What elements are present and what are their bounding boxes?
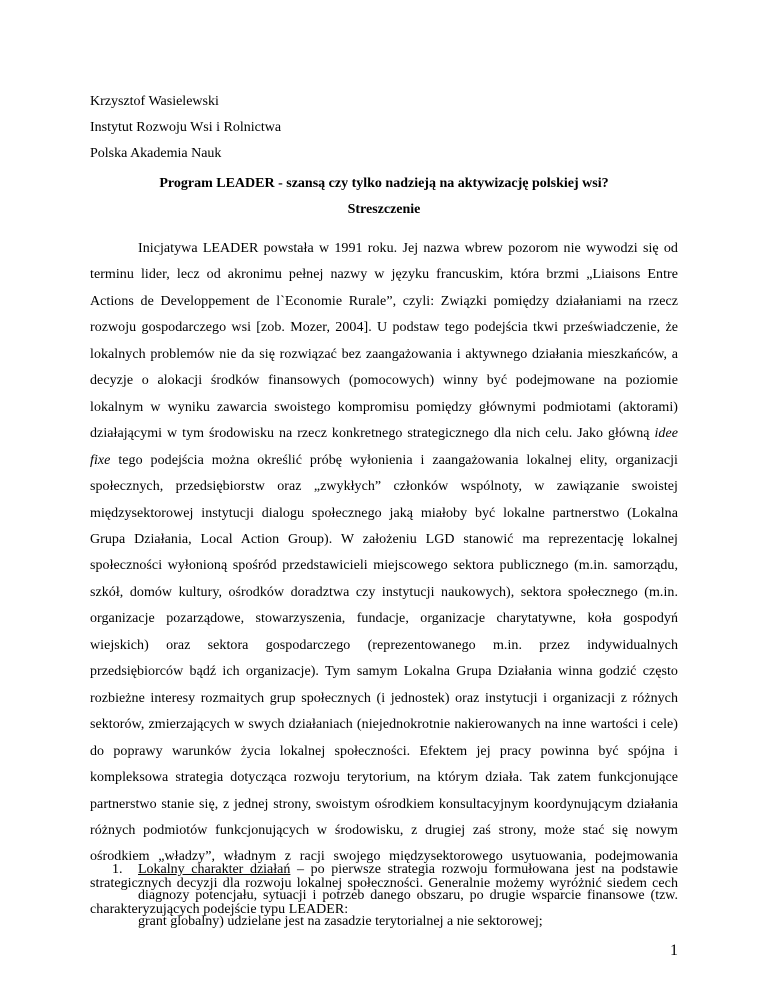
author-name: Krzysztof Wasielewski	[90, 94, 219, 109]
list-item	[90, 857, 678, 936]
paragraph-text-part-1: Inicjatywa LEADER powstała w 1991 roku. Jej nazwa wbrew pozorom nie wywodzi się od terminu lider, lecz od akronimu pełnej nazwy w języku francuskim, która brzmi „Liaisons Entre Actions de Developpement de l`Economie Rurale”, czyli: Związki pomiędzy działaniami na rzecz rozwoju gospodarczego wsi [zob. Mozer, 2004]. U podstaw tego podejścia tkwi przeświadczenie, że lokalnych problemów nie da się rozwiązać bez zaangażowania i aktywnego działania mieszkańców, a decyzje o alokacji środków finansowych (pomocowych) winny być podejmowane na poziomie lokalnym w wyniku zawarcia swoistego kompromisu pomiędzy głównymi podmiotami (aktorami) działającymi w tym środowisku na rzecz konkretnego strategicznego dla nich celu. Jako główną	[90, 241, 678, 442]
institute-name: Instytut Rozwoju Wsi i Rolnictwa	[90, 120, 282, 135]
title-block	[90, 171, 678, 223]
academy-name: Polska Akademia Nauk	[90, 146, 222, 161]
document-subtitle: Streszczenie	[347, 202, 421, 217]
author-block	[90, 89, 690, 167]
list-item-term: Lokalny charakter działań	[138, 862, 291, 877]
italic-phrase: idee fixe	[90, 426, 678, 468]
page-number: 1	[670, 942, 678, 959]
abstract-paragraph	[90, 236, 678, 924]
list-item-body	[138, 857, 678, 936]
list-item-number: 1.	[112, 862, 123, 877]
paragraph-text-part-2: tego podejścia można określić próbę wyłonienia i zaangażowania lokalnej elity, organizacji społecznych, przedsiębiorstw oraz „zwykłych” członków wspólnoty, w zawiązanie swoistej międzysektorowej instytucji dialogu społecznego jaką miałoby być lokalne partnerstwo (Lokalna Grupa Działania, Local Action Group). W założeniu LGD stanowić ma reprezentację lokalnej społeczności wyłonioną spośród przedstawicieli miejscowego sektora publicznego (m.in. samorządu, szkół, domów kultury, ośrodków doradztwa czy instytucji naukowych), sektora społecznego (m.in. organizacje pozarządowe, stowarzyszenia, fundacje, organizacje charytatywne, koła gospodyń wiejskich) oraz sektora gospodarczego (reprezentowanego m.in. przez indywidualnych przedsiębiorców bądź ich organizacje). Tym samym Lokalna Grupa Działania winna godzić często rozbieżne interesy rozmaitych grup społecznych (i jednostek) oraz instytucji i organizacji z różnych sektorów, zmierzających w swych działaniach (niejednokrotnie nakierowanych na inne wartości i cele) do poprawy warunków życia lokalnej społeczności. Efektem jej pracy powinna być spójna i kompleksowa strategia dotycząca rozwoju terytorium, na którym działa. Tak zatem funkcjonujące partnerstwo stanie się, z jednej strony, swoistym ośrodkiem konsultacyjnym koordynującym działania różnych podmiotów funkcjonujących w środowisku, z drugiej zaś strony, może stać się nowym ośrodkiem „władzy”, władnym z racji swojego międzysektorowego usytuowania, podejmowania strategicznych decyzji dla rozwoju lokalnej społeczności. Generalnie możemy wyróżnić siedem cech charakteryzujących podejście typu LEADER:	[90, 452, 678, 918]
document-title: Program LEADER - szansą czy tylko nadzieją na aktywizację polskiej wsi?	[159, 176, 609, 191]
list-item-text: – po pierwsze strategia rozwoju formułowana jest na podstawie diagnozy potencjału, sytuacji i potrzeb danego obszaru, po drugie wsparcie finansowe (tzw. grant globalny) udzielane jest na zasadzie terytorialnej a nie sektorowej;	[138, 862, 678, 930]
